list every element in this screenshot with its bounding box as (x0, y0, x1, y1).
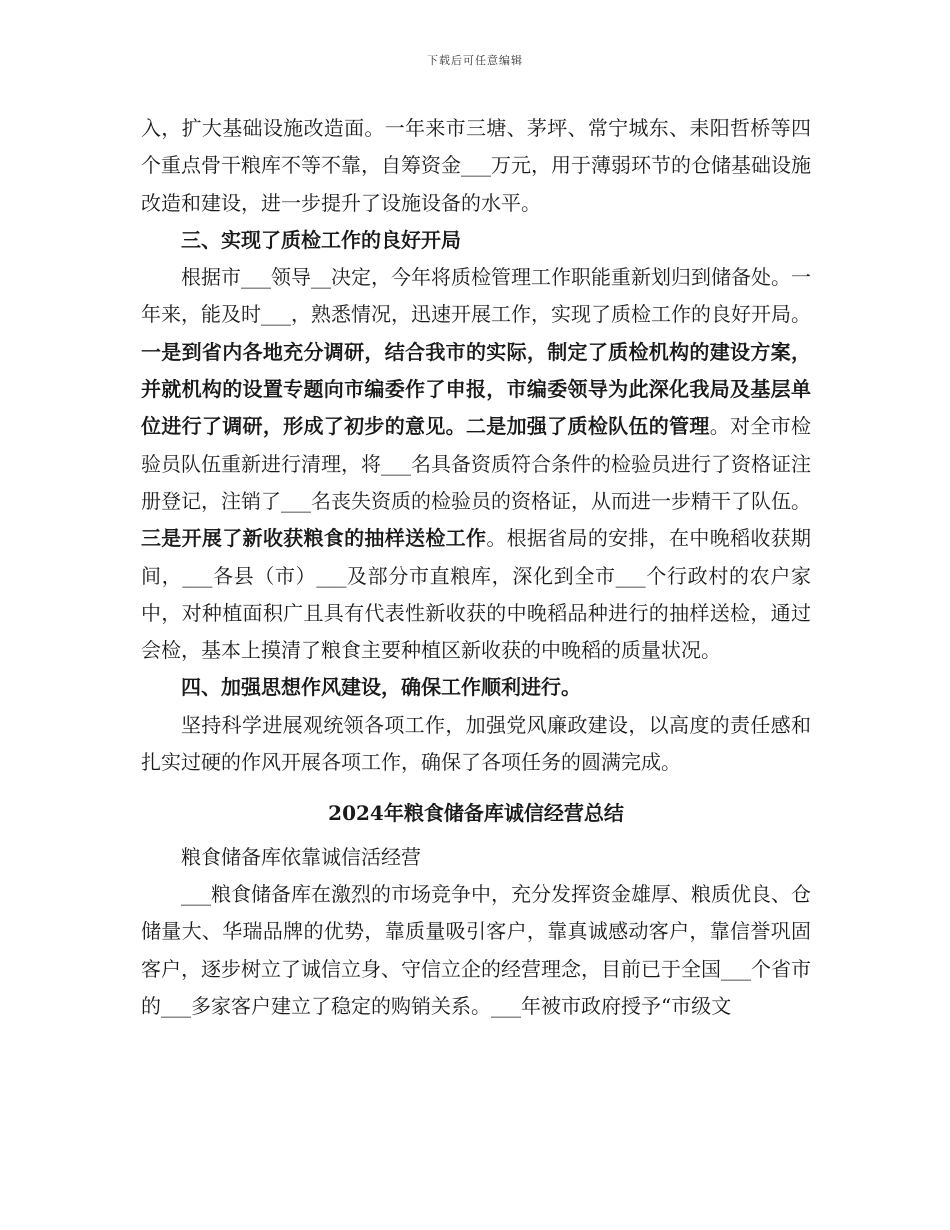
page-header: 下载后可任意编辑 (427, 54, 523, 67)
article-subtitle: 粮食储备库依靠诚信活经营 (181, 844, 421, 869)
paragraph-integrity: ___粮食储备库在激烈的市场竞争中，充分发挥资金雄厚、粮质优良、仓储量大、华瑞品牌的优势，靠质量吸引客户，靠真诚感动客户，靠信誉巩固客户，逐步树立了诚信立身、守信立企的经营理念，目前已于全国___个省市的___多家客户建立了稳定的购销关系。___年被市政府授予“市级文 (141, 881, 811, 1018)
bold-point-1: 一是到省内各地充分调研，结合我市的实际，制定了质检机构的建设方案，并就机构的设置专题向市编委作了申报，市编委领导为此深化我局及基层单位进行了调研，形成了初步的意见。二是加强了质检队伍的管理 (141, 339, 811, 439)
document-body (141, 110, 811, 1025)
paragraph-text-2: 。对全市检验员队伍重新进行清理，将___名具备资质符合条件的检验员进行了资格证注册登记，注销了___名丧失资质的检验员的资格证，从而进一步精干了队伍。 (141, 414, 811, 513)
bold-point-3: 三是开展了新收获粮食的抽样送检工作 (141, 526, 487, 551)
paragraph-intro-text: 根据市___领导__决定，今年将质检管理工作职能重新划归到储备处。一年来，能及时___，熟悉情况，迅速开展工作，实现了质检工作的良好开局。 (141, 265, 811, 327)
article-title: 2024年粮食储备库诚信经营总结 (328, 801, 624, 826)
section-heading-4: 四、加强思想作风建设，确保工作顺利进行。 (181, 675, 581, 700)
section-heading-3: 三、实现了质检工作的良好开局 (181, 227, 461, 252)
paragraph-quality-inspection (141, 259, 811, 669)
paragraph-work-style: 坚持科学进展观统领各项工作，加强党风廉政建设，以高度的责任感和扎实过硬的作风开展各项工作，确保了各项任务的圆满完成。 (141, 712, 811, 775)
paragraph-text-3: 。根据省局的安排，在中晚稻收获期间，___各县（市）___及部分市直粮库，深化到全市___个行政村的农户家中，对种植面积广且具有代表性新收获的中晚稻品种进行的抽样送检，通过会检，基本上摸清了粮食主要种植区新收获的中晚稻的质量状况。 (141, 526, 811, 663)
paragraph-continued: 入，扩大基础设施改造面。一年来市三塘、茅坪、常宁城东、耒阳哲桥等四个重点骨干粮库不等不靠，自筹资金___万元，用于薄弱环节的仓储基础设施改造和建设，进一步提升了设施设备的水平。 (141, 116, 811, 215)
